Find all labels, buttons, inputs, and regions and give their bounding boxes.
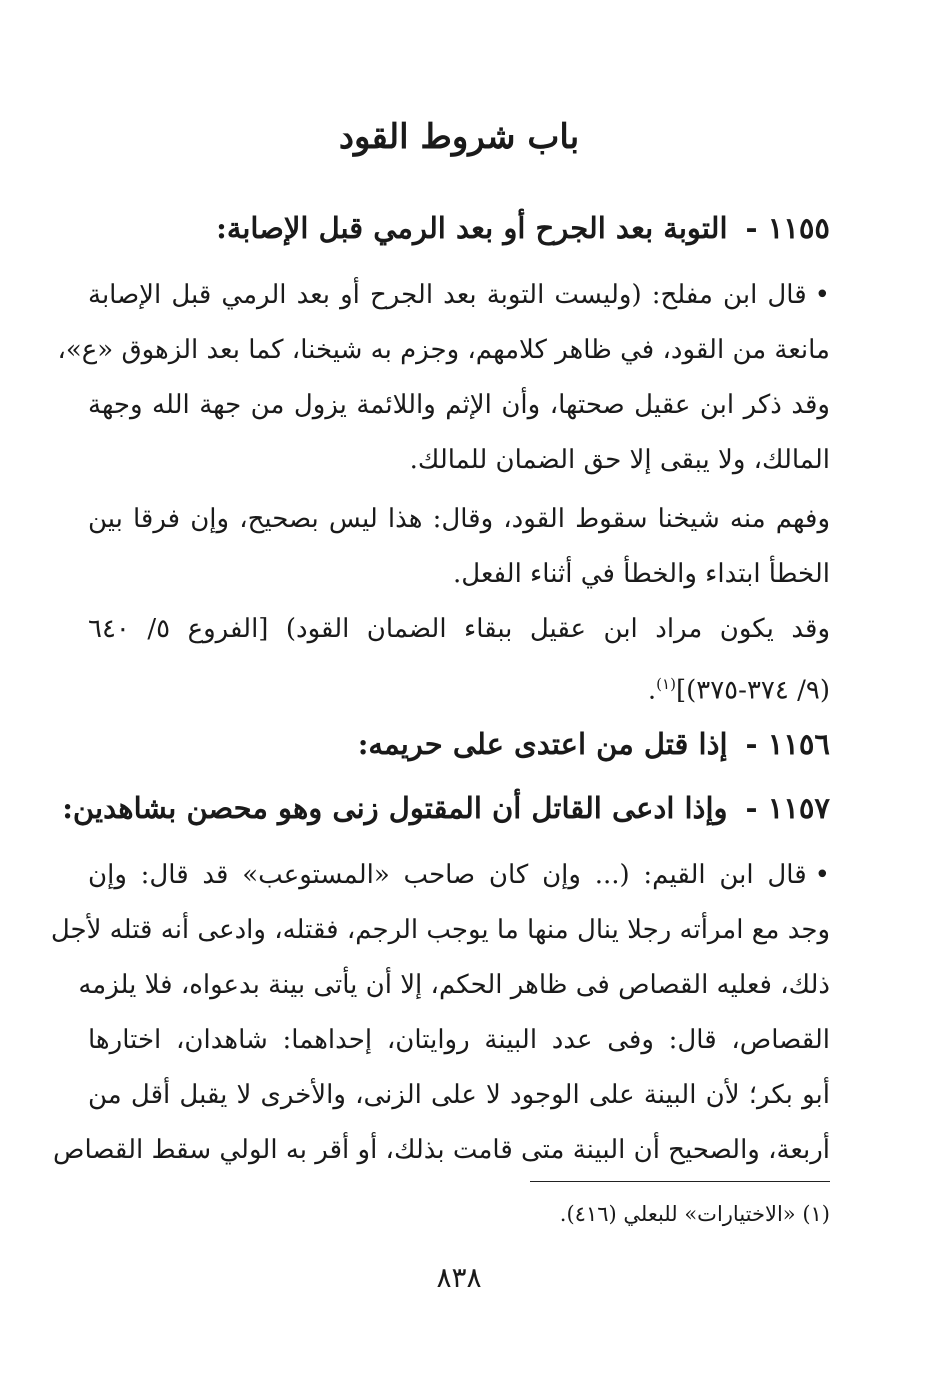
text-line: •قال ابن القيم: (... وإن كان صاحب «المستوعب» قد قال: وإن [88, 860, 830, 890]
text-line: وفهم منه شيخنا سقوط القود، وقال: هذا ليس بصحيح، وإن فرقا بين [88, 504, 830, 534]
book-page [50, 0, 831, 1383]
text-line: القصاص، قال: وفى عدد البينة روايتان، إحداهما: شاهدان، اختارها [88, 1025, 830, 1055]
section-heading-1155 [88, 206, 830, 250]
text-line: مانعة من القود، في ظاهر كلامهم، وجزم به شيخنا، كما بعد الزهوق «ع»، [57, 335, 830, 365]
bullet-icon: • [814, 860, 830, 890]
text-line: وقد يكون مراد ابن عقيل ببقاء الضمان القود) [الفروع ٥/ ٦٤٠ [88, 614, 831, 644]
chapter-title: باب شروط القود [338, 117, 580, 157]
section-title: وإذا ادعى القاتل أن المقتول زنى وهو محصن بشاهدين: [62, 791, 728, 825]
paragraph-ibn-qayyim [50, 848, 830, 1178]
text-line: •قال ابن مفلح: (وليست التوبة بعد الجرح أو بعد الرمي قبل الإصابة [88, 280, 830, 310]
paragraph-shaikh-understanding [88, 492, 830, 602]
bullet-icon: • [814, 280, 830, 310]
footnote: (١) «الاختيارات» للبعلي (٤١٦). [559, 1202, 830, 1226]
section-title: التوبة بعد الجرح أو بعد الرمي قبل الإصابة: [216, 211, 728, 245]
section-number: ١١٥٧ - [745, 791, 830, 825]
text-line: وجد مع امرأته رجلا ينال منها ما يوجب الرجم، فقتله، وادعى أنه قتله لأجل [50, 915, 830, 945]
text-line: ذلك، فعليه القصاص فى ظاهر الحكم، إلا أن يأتى بينة بدعواه، فلا يلزمه [78, 970, 830, 1000]
text-line: الخطأ ابتداء والخطأ في أثناء الفعل. [453, 559, 830, 589]
section-title: إذا قتل من اعتدى على حريمه: [357, 727, 728, 761]
paragraph-ibn-aqil-intent [88, 602, 830, 719]
text-line: (٩/ ٣٧٤-٣٧٥)]$^{(١)}$. [647, 675, 830, 706]
paragraph-ibn-muflih [57, 268, 830, 488]
text-line: وقد ذكر ابن عقيل صحتها، وأن الإثم واللائمة يزول من جهة الله وجهة [88, 390, 830, 420]
text-line: أربعة، والصحيح أن البينة متى قامت بذلك، أو أقر به الولي سقط القصاص [53, 1135, 830, 1165]
footnote-reference: (١) [656, 675, 676, 693]
footnote-divider [530, 1181, 830, 1182]
section-number: ١١٥٥ - [745, 211, 830, 245]
text-line: أبو بكر؛ لأن البينة على الوجود لا على الزنى، والأخرى لا يقبل أقل من [88, 1080, 830, 1110]
section-heading-1157 [62, 786, 830, 830]
page-number: ٨٣٨ [436, 1261, 482, 1294]
section-heading-1156 [88, 722, 830, 766]
section-number: ١١٥٦ - [745, 727, 830, 761]
text-line: المالك، ولا يبقى إلا حق الضمان للمالك. [409, 445, 830, 475]
